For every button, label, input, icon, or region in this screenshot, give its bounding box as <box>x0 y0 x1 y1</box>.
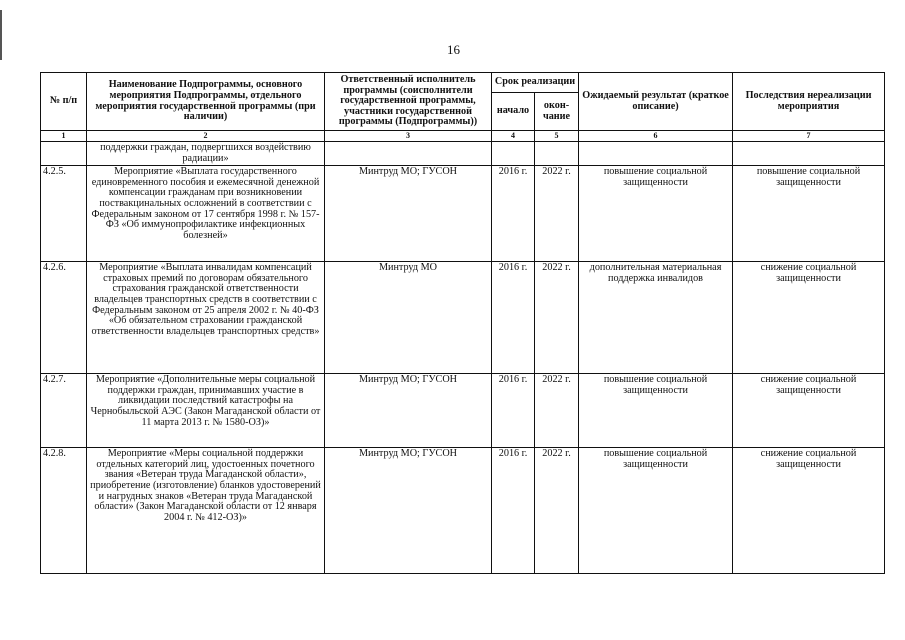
row-name: Мероприятие «Выплата инвалидам компенсаций страховых премий по договорам обязательного страхования гражданской ответственности владельцев транспортных средств в соответствии с Федеральным законом от 25 апреля 2002 г. № 40-ФЗ «Об обязательном страховании гражданской ответственности владельцев транспортных средств» <box>87 262 325 374</box>
cell-empty <box>579 142 733 166</box>
row-end: 2022 г. <box>535 166 579 262</box>
row-name: Мероприятие «Меры социальной поддержки отдельных категорий лиц, удостоенных почетного звания «Ветеран труда Магаданской области», приобретение (изготовление) бланков удостоверений и нагрудных знаков «Ветеран труда Магаданской области» (Закон Магаданской области от 12 января 2004 г. № 412-ОЗ)» <box>87 448 325 574</box>
row-start: 2016 г. <box>492 166 535 262</box>
row-result: повышение социальной защищенности <box>579 448 733 574</box>
row-consequences: снижение социальной защищенности <box>733 448 885 574</box>
cell-empty <box>733 142 885 166</box>
header-row <box>41 73 885 93</box>
row-responsible: Минтруд МО <box>325 262 492 374</box>
header-end: окон-чание <box>535 93 579 131</box>
column-number: 3 <box>325 131 492 142</box>
table-row-continuation <box>41 142 885 166</box>
row-end: 2022 г. <box>535 262 579 374</box>
row-start: 2016 г. <box>492 448 535 574</box>
row-number: 4.2.8. <box>41 448 87 574</box>
column-number: 4 <box>492 131 535 142</box>
row-number: 4.2.5. <box>41 166 87 262</box>
cell-num-empty <box>41 142 87 166</box>
row-result: повышение социальной защищенности <box>579 166 733 262</box>
cell-empty <box>325 142 492 166</box>
program-table <box>40 72 885 574</box>
header-result: Ожидаемый результат (краткое описание) <box>579 73 733 131</box>
column-number: 6 <box>579 131 733 142</box>
page-number: 16 <box>447 42 460 57</box>
continuation-text: поддержки граждан, подвергшихся воздействию радиации» <box>87 142 325 166</box>
table-row <box>41 448 885 574</box>
column-number: 1 <box>41 131 87 142</box>
scan-edge-mark <box>0 10 2 60</box>
row-start: 2016 г. <box>492 374 535 448</box>
row-name: Мероприятие «Дополнительные меры социальной поддержки граждан, принимавших участие в ликвидации последствий катастрофы на Чернобыльской АЭС (Закон Магаданской области от 11 марта 2013 г. № 1580-ОЗ)» <box>87 374 325 448</box>
row-consequences: снижение социальной защищенности <box>733 262 885 374</box>
column-number: 7 <box>733 131 885 142</box>
row-result: повышение социальной защищенности <box>579 374 733 448</box>
header-consequences: Последствия нереализации мероприятия <box>733 73 885 131</box>
table-row <box>41 374 885 448</box>
row-end: 2022 г. <box>535 448 579 574</box>
row-start: 2016 г. <box>492 262 535 374</box>
row-consequences: повышение социальной защищенности <box>733 166 885 262</box>
header-name: Наименование Подпрограммы, основного мероприятия Подпрограммы, отдельного мероприятия государственной программы (при наличии) <box>87 73 325 131</box>
row-number: 4.2.7. <box>41 374 87 448</box>
table-row <box>41 262 885 374</box>
table-row <box>41 166 885 262</box>
row-end: 2022 г. <box>535 374 579 448</box>
column-number: 2 <box>87 131 325 142</box>
row-responsible: Минтруд МО; ГУСОН <box>325 166 492 262</box>
header-period: Срок реализации <box>492 73 579 93</box>
header-responsible: Ответственный исполнитель программы (соисполнители государственной программы, участники государственной программы (Подпрограммы)) <box>325 73 492 131</box>
row-responsible: Минтруд МО; ГУСОН <box>325 448 492 574</box>
header-start: начало <box>492 93 535 131</box>
row-consequences: снижение социальной защищенности <box>733 374 885 448</box>
cell-empty <box>535 142 579 166</box>
column-number: 5 <box>535 131 579 142</box>
column-numbers-row <box>41 131 885 142</box>
row-responsible: Минтруд МО; ГУСОН <box>325 374 492 448</box>
header-num: № п/п <box>41 73 87 131</box>
row-name: Мероприятие «Выплата государственного единовременного пособия и ежемесячной денежной компенсации гражданам при возникновении поствакцинальных осложнений в соответствии с Федеральным законом от 17 сентября 1998 г. № 157-ФЗ «Об иммунопрофилактике инфекционных болезней» <box>87 166 325 262</box>
cell-empty <box>492 142 535 166</box>
row-result: дополнительная материальная поддержка инвалидов <box>579 262 733 374</box>
row-number: 4.2.6. <box>41 262 87 374</box>
